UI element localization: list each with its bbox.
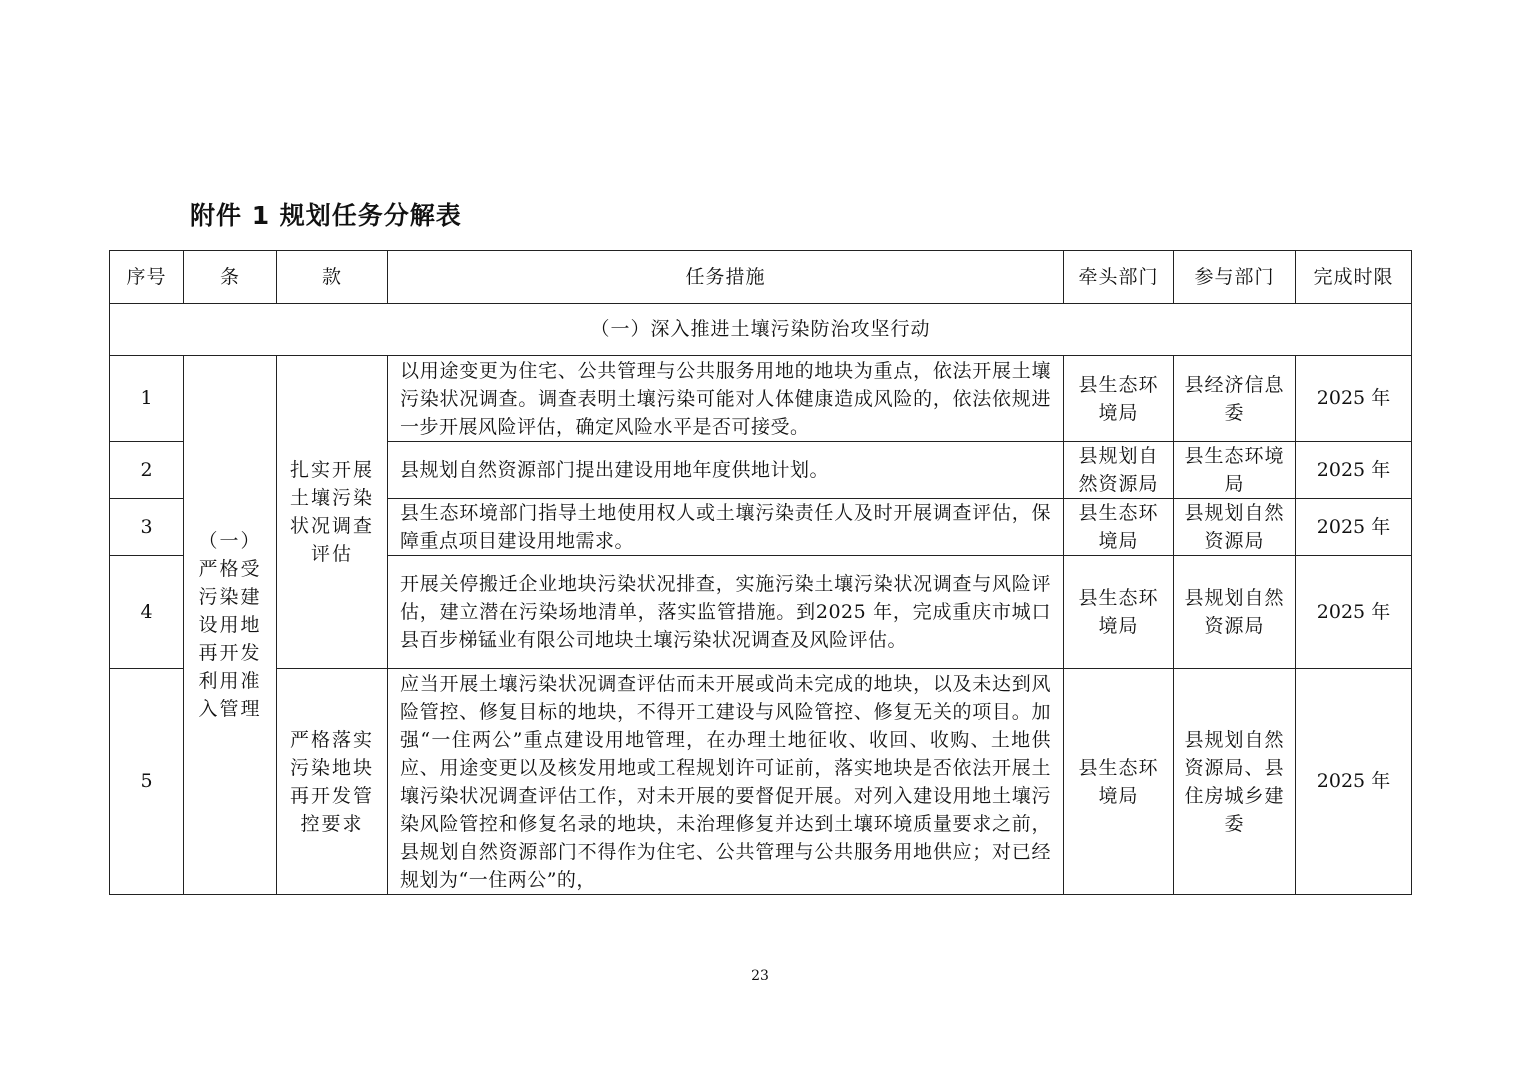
header-lead-dept: 牵头部门 bbox=[1064, 251, 1174, 304]
header-participating-dept: 参与部门 bbox=[1174, 251, 1296, 304]
row-measure: 以用途变更为住宅、公共管理与公共服务用地的地块为重点，依法开展土壤污染状况调查。调查表明土壤污染可能对人体健康造成风险的，依法依规进一步开展风险评估，确定风险水平是否可接受。 bbox=[388, 356, 1064, 442]
header-row bbox=[110, 251, 1412, 304]
row-seq: 1 bbox=[110, 356, 184, 442]
row-deadline: 2025 年 bbox=[1296, 556, 1412, 669]
row-lead-dept: 县生态环境局 bbox=[1064, 556, 1174, 669]
row-seq: 4 bbox=[110, 556, 184, 669]
row-participating-dept: 县规划自然资源局 bbox=[1174, 499, 1296, 556]
row-lead-dept: 县规划自然资源局 bbox=[1064, 442, 1174, 499]
header-seq: 序号 bbox=[110, 251, 184, 304]
table-row bbox=[110, 356, 1412, 442]
row-lead-dept: 县生态环境局 bbox=[1064, 356, 1174, 442]
row-lead-dept: 县生态环境局 bbox=[1064, 499, 1174, 556]
row-participating-dept: 县规划自然资源局、县住房城乡建委 bbox=[1174, 669, 1296, 895]
section-title: （一）深入推进土壤污染防治攻坚行动 bbox=[110, 304, 1412, 356]
row-lead-dept: 县生态环境局 bbox=[1064, 669, 1174, 895]
header-clause: 款 bbox=[277, 251, 388, 304]
row-measure: 县生态环境部门指导土地使用权人或土壤污染责任人及时开展调查评估，保障重点项目建设用地需求。 bbox=[388, 499, 1064, 556]
row-seq: 3 bbox=[110, 499, 184, 556]
row-measure: 应当开展土壤污染状况调查评估而未开展或尚未完成的地块，以及未达到风险管控、修复目标的地块，不得开工建设与风险管控、修复无关的项目。加强“一住两公”重点建设用地管理，在办理土地征收、收回、收购、土地供应、用途变更以及核发用地或工程规划许可证前，落实地块是否依法开展土壤污染状况调查评估工作，对未开展的要督促开展。对列入建设用地土壤污染风险管控和修复名录的地块，未治理修复并达到土壤环境质量要求之前，县规划自然资源部门不得作为住宅、公共管理与公共服务用地供应；对已经规划为“一住两公”的， bbox=[388, 669, 1064, 895]
header-measure: 任务措施 bbox=[388, 251, 1064, 304]
row-deadline: 2025 年 bbox=[1296, 442, 1412, 499]
row-measure: 开展关停搬迁企业地块污染状况排查，实施污染土壤污染状况调查与风险评估，建立潜在污染场地清单，落实监管措施。到2025 年，完成重庆市城口县百步梯锰业有限公司地块土壤污染状况调查及风险评估。 bbox=[388, 556, 1064, 669]
row-participating-dept: 县规划自然资源局 bbox=[1174, 556, 1296, 669]
page-number: 23 bbox=[751, 968, 769, 984]
article-cell: （一）严格受污染建设用地再开发利用准入管理 bbox=[184, 356, 277, 895]
row-measure: 县规划自然资源部门提出建设用地年度供地计划。 bbox=[388, 442, 1064, 499]
row-deadline: 2025 年 bbox=[1296, 669, 1412, 895]
row-participating-dept: 县生态环境局 bbox=[1174, 442, 1296, 499]
section-row bbox=[110, 304, 1412, 356]
task-breakdown-table bbox=[109, 250, 1412, 895]
row-deadline: 2025 年 bbox=[1296, 499, 1412, 556]
header-deadline: 完成时限 bbox=[1296, 251, 1412, 304]
row-seq: 2 bbox=[110, 442, 184, 499]
clause-cell: 严格落实污染地块再开发管控要求 bbox=[277, 669, 388, 895]
row-deadline: 2025 年 bbox=[1296, 356, 1412, 442]
row-seq: 5 bbox=[110, 669, 184, 895]
header-article: 条 bbox=[184, 251, 277, 304]
table-row bbox=[110, 669, 1412, 895]
page-title: 附件 1 规划任务分解表 bbox=[190, 201, 462, 230]
clause-cell: 扎实开展土壤污染状况调查评估 bbox=[277, 356, 388, 669]
row-participating-dept: 县经济信息委 bbox=[1174, 356, 1296, 442]
